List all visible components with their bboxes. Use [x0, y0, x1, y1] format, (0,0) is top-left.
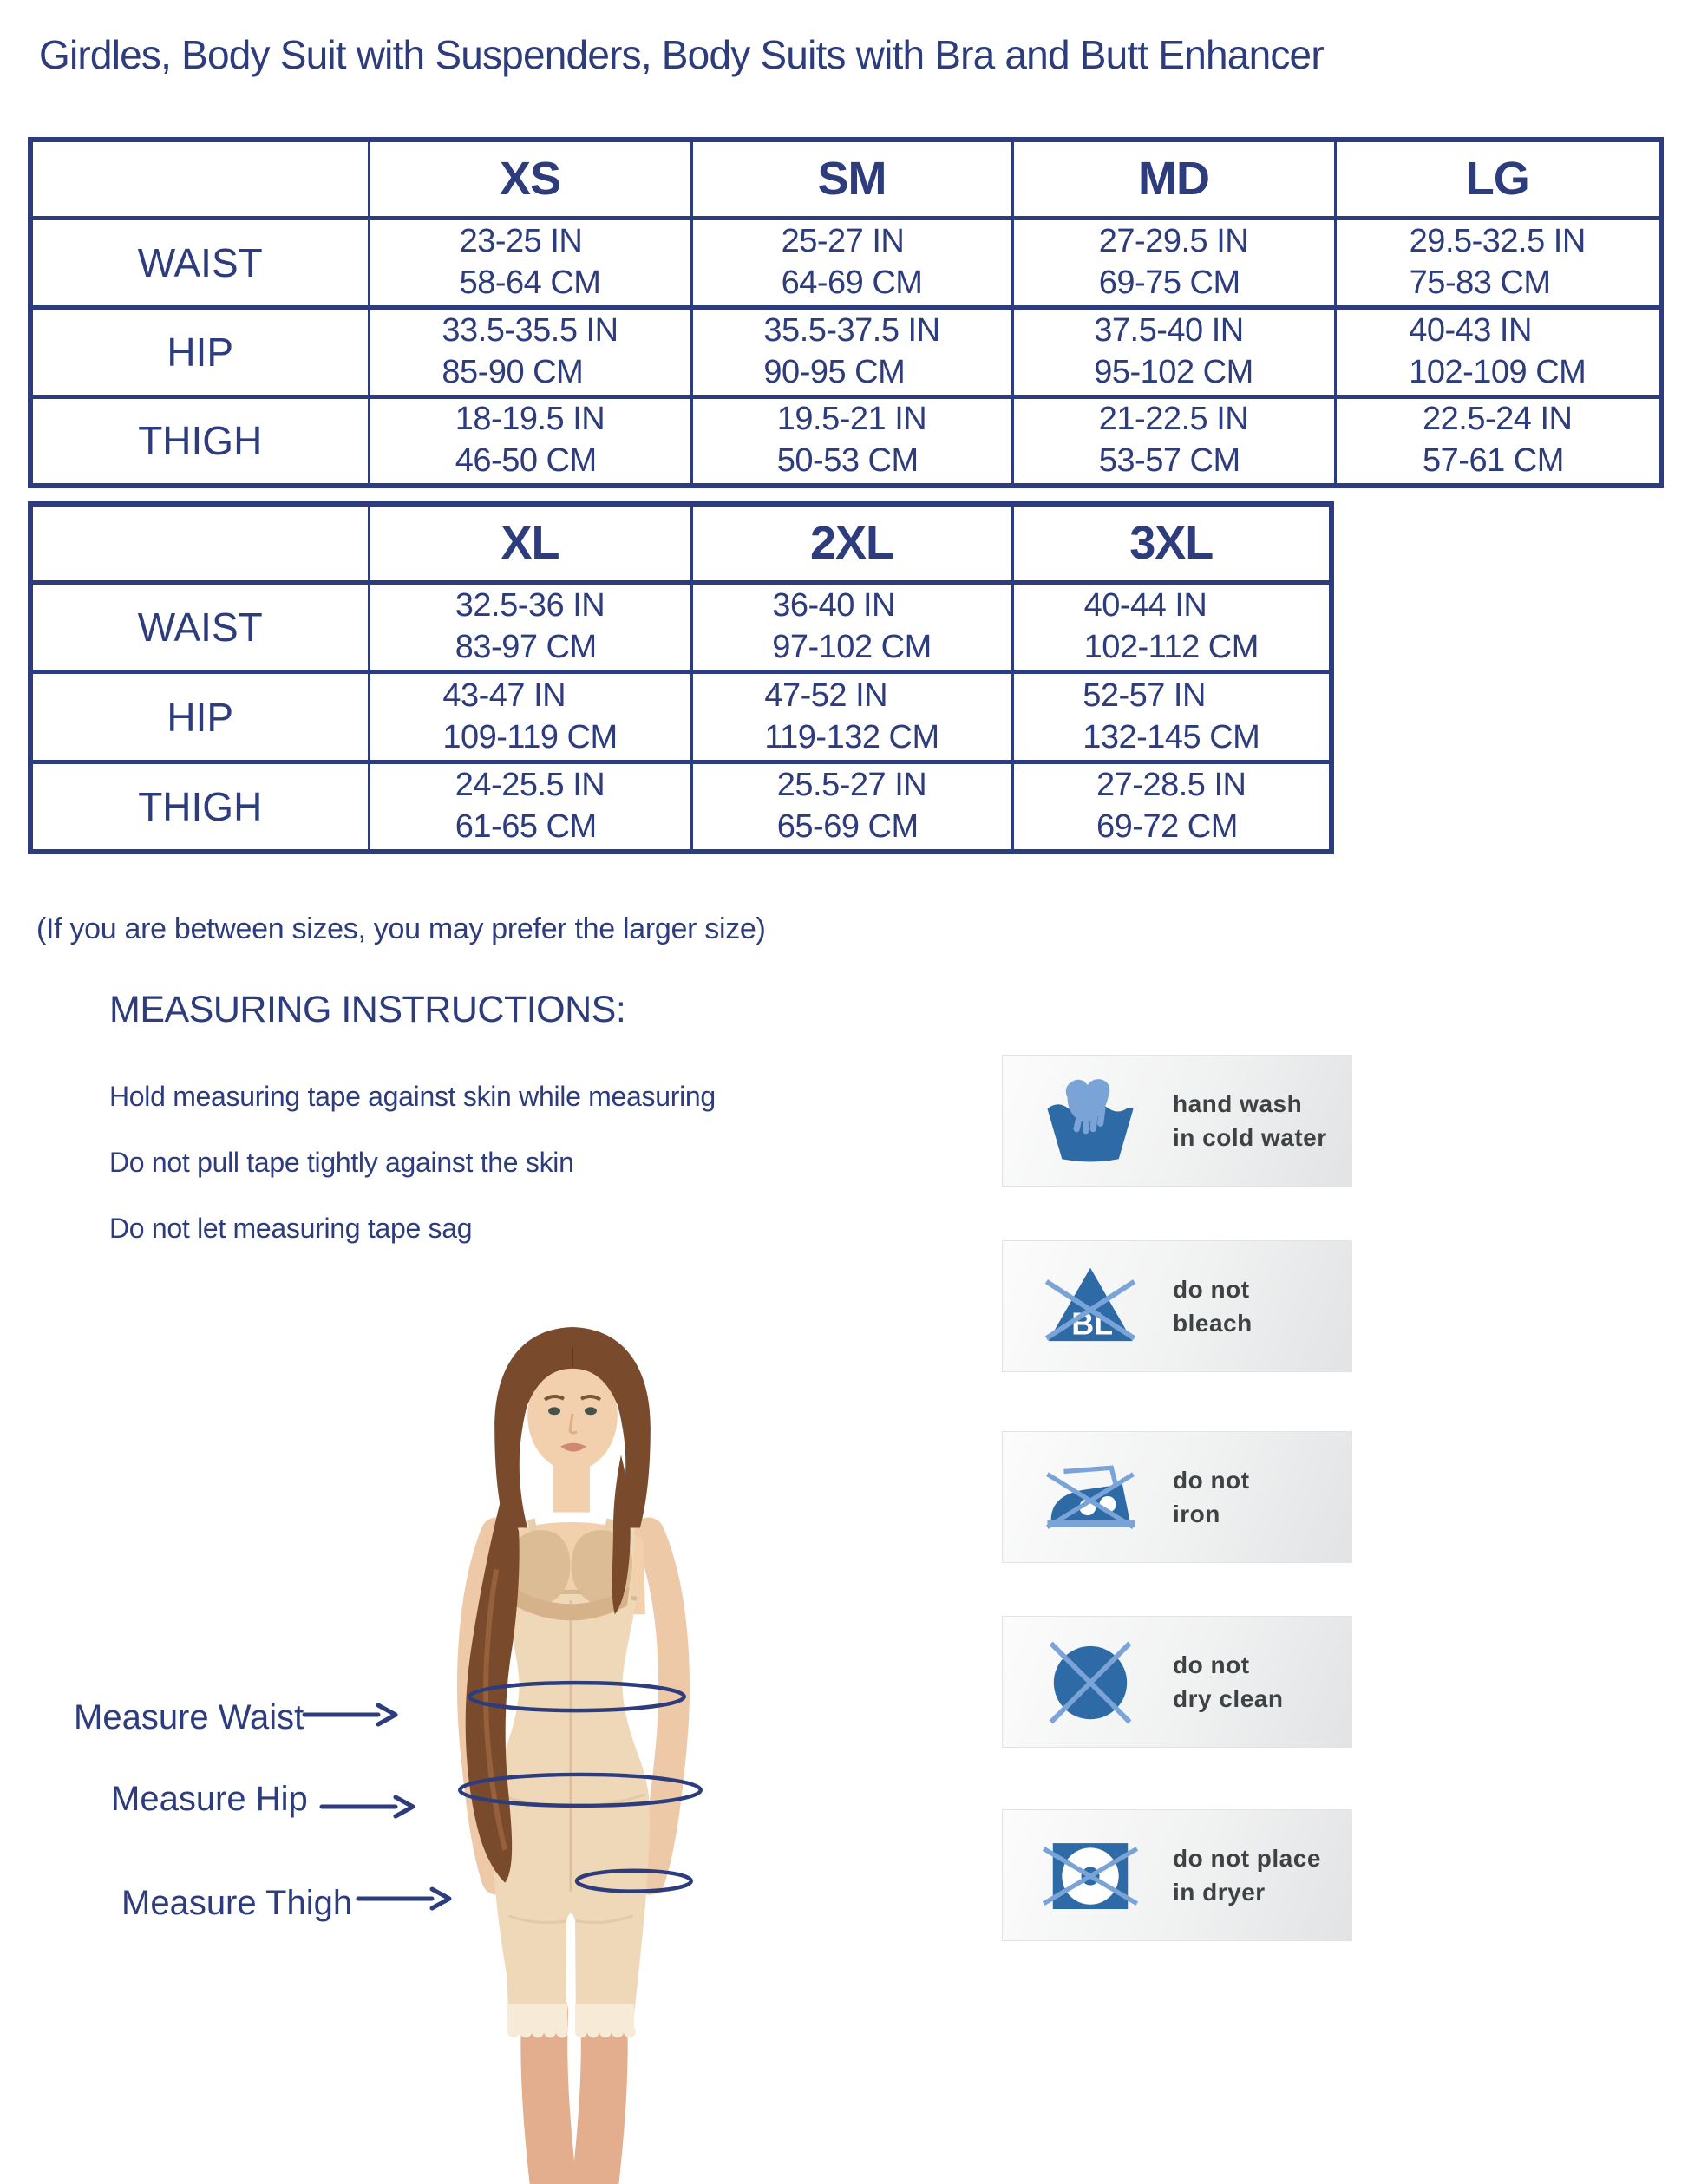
size-table-xs-lg — [28, 137, 1664, 488]
cell-thigh-xl: 24-25.5 IN 61-65 CM — [455, 767, 605, 845]
cell-waist-3xl: 40-44 IN 102-112 CM — [1083, 587, 1259, 666]
table-row-hip — [30, 307, 1661, 396]
row-label-thigh: THIGH — [30, 396, 369, 486]
measure-waist-label: Measure Waist — [74, 1698, 304, 1736]
cell-hip-2xl: 47-52 IN 119-132 CM — [764, 677, 939, 755]
corner-cell — [30, 140, 369, 218]
care-label: do not place in dryer — [1173, 1844, 1321, 1906]
measuring-instruction-item: Do not let measuring tape sag — [109, 1213, 473, 1244]
do-not-bleach-icon — [1025, 1256, 1155, 1357]
measure-thigh-label: Measure Thigh — [121, 1884, 353, 1922]
cell-waist-sm: 25-27 IN 64-69 CM — [781, 222, 923, 301]
cell-waist-2xl: 36-40 IN 97-102 CM — [772, 587, 932, 666]
size-table-xl-3xl — [28, 501, 1334, 854]
lace-trim — [507, 2004, 636, 2037]
right-arrow-icon — [319, 1792, 416, 1821]
table-header-row — [30, 140, 1661, 218]
col-header-2xl: 2XL — [691, 504, 1012, 582]
row-label-hip: HIP — [30, 672, 369, 762]
row-label-waist: WAIST — [30, 218, 369, 307]
cell-thigh-3xl: 27-28.5 IN 69-72 CM — [1096, 767, 1246, 845]
care-label: do not dry clean — [1173, 1651, 1284, 1712]
col-header-md: MD — [1012, 140, 1335, 218]
cell-thigh-sm: 19.5-21 IN 50-53 CM — [776, 401, 927, 480]
cell-waist-xs: 23-25 IN 58-64 CM — [459, 222, 601, 301]
care-label: do not iron — [1173, 1466, 1250, 1527]
care-label: do not bleach — [1173, 1275, 1253, 1337]
col-header-3xl: 3XL — [1012, 504, 1331, 582]
care-item-do-not-iron — [1002, 1431, 1352, 1563]
table-row-thigh — [30, 396, 1661, 486]
table-row-waist — [30, 218, 1661, 307]
cell-waist-md: 27-29.5 IN 69-75 CM — [1098, 222, 1249, 301]
cell-hip-xl: 43-47 IN 109-119 CM — [442, 677, 618, 755]
col-header-xl: XL — [369, 504, 691, 582]
col-header-xs: XS — [369, 140, 691, 218]
cell-thigh-xs: 18-19.5 IN 46-50 CM — [455, 401, 605, 480]
cell-waist-lg: 29.5-32.5 IN 75-83 CM — [1409, 222, 1586, 301]
cell-hip-sm: 35.5-37.5 IN 90-95 CM — [763, 311, 940, 390]
care-item-do-not-dryer — [1002, 1809, 1352, 1941]
between-sizes-note: (If you are between sizes, you may prefer the larger size) — [36, 912, 766, 945]
cell-thigh-md: 21-22.5 IN 53-57 CM — [1098, 401, 1249, 480]
cell-hip-3xl: 52-57 IN 132-145 CM — [1083, 677, 1260, 755]
measure-hip-label: Measure Hip — [111, 1780, 308, 1818]
measuring-instruction-item: Hold measuring tape against skin while measuring — [109, 1081, 716, 1112]
col-header-sm: SM — [691, 140, 1012, 218]
svg-text:BL: BL — [1071, 1306, 1113, 1342]
table-row-thigh — [30, 762, 1331, 852]
row-label-thigh: THIGH — [30, 762, 369, 852]
hand-wash-icon — [1025, 1070, 1155, 1171]
care-label: hand wash in cold water — [1173, 1089, 1327, 1151]
care-item-do-not-bleach — [1002, 1240, 1352, 1372]
do-not-dry-clean-icon — [1025, 1631, 1155, 1732]
table-row-hip — [30, 672, 1331, 762]
cell-thigh-lg: 22.5-24 IN 57-61 CM — [1423, 401, 1573, 480]
do-not-dryer-icon — [1025, 1825, 1155, 1926]
right-arrow-icon — [302, 1700, 399, 1730]
cell-hip-xs: 33.5-35.5 IN 85-90 CM — [442, 311, 618, 390]
row-label-hip: HIP — [30, 307, 369, 396]
measuring-instruction-item: Do not pull tape tightly against the skin — [109, 1147, 574, 1178]
row-label-waist: WAIST — [30, 582, 369, 672]
table-header-row — [30, 504, 1331, 582]
do-not-iron-icon — [1025, 1447, 1155, 1547]
care-item-hand-wash — [1002, 1055, 1352, 1187]
table-row-waist — [30, 582, 1331, 672]
cell-thigh-2xl: 25.5-27 IN 65-69 CM — [776, 767, 927, 845]
cell-hip-lg: 40-43 IN 102-109 CM — [1409, 311, 1587, 390]
cell-waist-xl: 32.5-36 IN 83-97 CM — [455, 587, 605, 666]
corner-cell — [30, 504, 369, 582]
page-title: Girdles, Body Suit with Suspenders, Body Suits with Bra and Butt Enhancer — [39, 32, 1324, 77]
measuring-instructions-heading: MEASURING INSTRUCTIONS: — [109, 989, 626, 1030]
col-header-lg: LG — [1335, 140, 1661, 218]
care-item-do-not-dry-clean — [1002, 1616, 1352, 1748]
cell-hip-md: 37.5-40 IN 95-102 CM — [1094, 311, 1253, 390]
model-figure-illustration — [416, 1310, 746, 2184]
model-photo — [416, 1310, 746, 2184]
